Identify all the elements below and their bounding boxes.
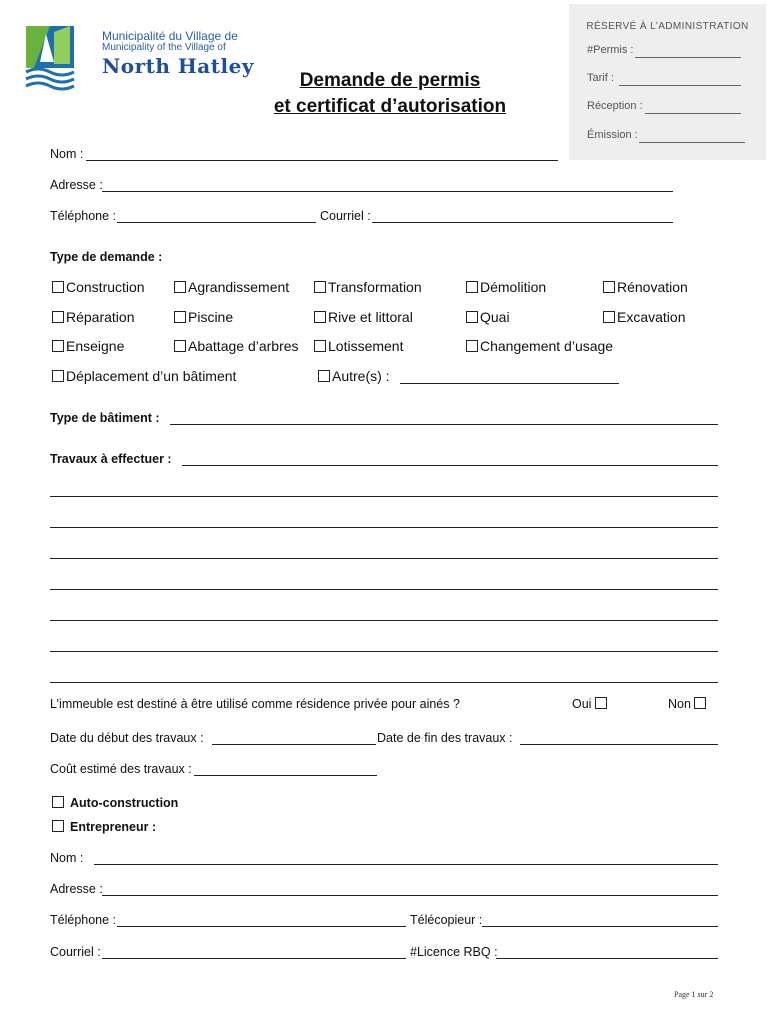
telephone-field[interactable] — [117, 222, 316, 223]
contractor-courriel-label: Courriel : — [50, 945, 101, 959]
auto-construction-option[interactable]: Auto-construction — [52, 796, 178, 810]
date-debut-label: Date du début des travaux : — [50, 731, 204, 745]
travaux-label: Travaux à effectuer : — [50, 452, 172, 466]
checkbox-icon[interactable] — [314, 311, 326, 323]
contractor-courriel-field[interactable] — [102, 958, 406, 959]
travaux-field[interactable] — [182, 465, 718, 466]
option-lotissement[interactable]: Lotissement — [314, 338, 403, 354]
oui-option[interactable]: Oui — [572, 697, 609, 711]
option-construction[interactable]: Construction — [52, 279, 145, 295]
date-fin-field[interactable] — [520, 744, 718, 745]
option-deplacement[interactable]: Déplacement d’un bâtiment — [52, 368, 236, 384]
travaux-line[interactable] — [50, 620, 718, 621]
checkbox-icon[interactable] — [318, 370, 330, 382]
type-batiment-label: Type de bâtiment : — [50, 411, 160, 425]
option-renovation[interactable]: Rénovation — [603, 279, 688, 295]
checkbox-icon[interactable] — [174, 281, 186, 293]
type-batiment-field[interactable] — [170, 424, 718, 425]
checkbox-icon[interactable] — [52, 370, 64, 382]
nom-field[interactable] — [86, 160, 558, 161]
contractor-nom-label: Nom : — [50, 851, 84, 865]
option-autres[interactable]: Autre(s) : — [318, 368, 390, 384]
admin-reception-label: Réception : — [587, 100, 643, 112]
travaux-line[interactable] — [50, 589, 718, 590]
admin-reception-field[interactable] — [645, 113, 741, 114]
checkbox-icon[interactable] — [314, 340, 326, 352]
contractor-telecopieur-label: Télécopieur : — [410, 913, 483, 927]
option-demolition[interactable]: Démolition — [466, 279, 546, 295]
admin-emission-field[interactable] — [639, 142, 745, 143]
travaux-line[interactable] — [50, 496, 718, 497]
admin-tarif-label: Tarif : — [587, 72, 614, 84]
checkbox-icon[interactable] — [595, 697, 607, 709]
option-rive-littoral[interactable]: Rive et littoral — [314, 309, 413, 325]
checkbox-icon[interactable] — [466, 340, 478, 352]
admin-heading: RÉSERVÉ À L’ADMINISTRATION — [586, 21, 749, 32]
travaux-line[interactable] — [50, 527, 718, 528]
option-quai[interactable]: Quai — [466, 309, 510, 325]
municipality-fr: Municipalité du Village de — [102, 29, 238, 43]
adresse-label: Adresse : — [50, 178, 103, 192]
option-reparation[interactable]: Réparation — [52, 309, 135, 325]
nom-label: Nom : — [50, 147, 84, 161]
checkbox-icon[interactable] — [174, 340, 186, 352]
option-excavation[interactable]: Excavation — [603, 309, 685, 325]
travaux-line[interactable] — [50, 558, 718, 559]
telephone-label: Téléphone : — [50, 209, 117, 223]
checkbox-icon[interactable] — [603, 281, 615, 293]
page-number: Page 1 sur 2 — [674, 990, 714, 999]
contractor-licence-label: #Licence RBQ : — [410, 945, 498, 959]
date-debut-field[interactable] — [212, 744, 376, 745]
town-name: North Hatley — [102, 54, 254, 78]
contractor-telephone-label: Téléphone : — [50, 913, 117, 927]
checkbox-icon[interactable] — [466, 311, 478, 323]
option-changement-usage[interactable]: Changement d’usage — [466, 338, 613, 354]
checkbox-icon[interactable] — [174, 311, 186, 323]
checkbox-icon[interactable] — [694, 697, 706, 709]
option-transformation[interactable]: Transformation — [314, 279, 422, 295]
date-fin-label: Date de fin des travaux : — [377, 731, 513, 745]
adresse-field[interactable] — [102, 191, 673, 192]
contractor-licence-field[interactable] — [496, 958, 718, 959]
checkbox-icon[interactable] — [52, 340, 64, 352]
contractor-nom-field[interactable] — [94, 864, 718, 865]
option-piscine[interactable]: Piscine — [174, 309, 233, 325]
checkbox-icon[interactable] — [603, 311, 615, 323]
option-enseigne[interactable]: Enseigne — [52, 338, 124, 354]
municipality-en: Municipality of the Village of — [102, 42, 226, 53]
admin-permis-field[interactable] — [635, 57, 741, 58]
cout-field[interactable] — [194, 775, 377, 776]
contractor-adresse-label: Adresse : — [50, 882, 103, 896]
admin-permis-label: #Permis : — [587, 44, 634, 56]
contractor-telephone-field[interactable] — [117, 926, 406, 927]
municipal-logo — [24, 24, 76, 92]
travaux-line[interactable] — [50, 682, 718, 683]
checkbox-icon[interactable] — [52, 820, 64, 832]
type-demande-label: Type de demande : — [50, 250, 163, 264]
checkbox-icon[interactable] — [52, 796, 64, 808]
admin-box — [569, 4, 766, 160]
non-option[interactable]: Non — [668, 697, 708, 711]
admin-tarif-field[interactable] — [619, 85, 741, 86]
form-title-line1: Demande de permis — [299, 70, 481, 91]
courriel-field[interactable] — [372, 222, 673, 223]
checkbox-icon[interactable] — [52, 281, 64, 293]
admin-emission-label: Émission : — [587, 129, 638, 141]
checkbox-icon[interactable] — [52, 311, 64, 323]
cout-label: Coût estimé des travaux : — [50, 762, 192, 776]
courriel-label: Courriel : — [320, 209, 371, 223]
travaux-line[interactable] — [50, 651, 718, 652]
checkbox-icon[interactable] — [466, 281, 478, 293]
autres-field[interactable] — [400, 383, 619, 384]
contractor-adresse-field[interactable] — [102, 895, 718, 896]
option-agrandissement[interactable]: Agrandissement — [174, 279, 289, 295]
residence-question: L’immeuble est destiné à être utilisé comme résidence privée pour ainés ? — [50, 697, 460, 711]
contractor-telecopieur-field[interactable] — [482, 926, 718, 927]
checkbox-icon[interactable] — [314, 281, 326, 293]
option-abattage[interactable]: Abattage d’arbres — [174, 338, 299, 354]
form-title-line2: et certificat d’autorisation — [273, 96, 507, 117]
entrepreneur-option[interactable]: Entrepreneur : — [52, 820, 156, 834]
